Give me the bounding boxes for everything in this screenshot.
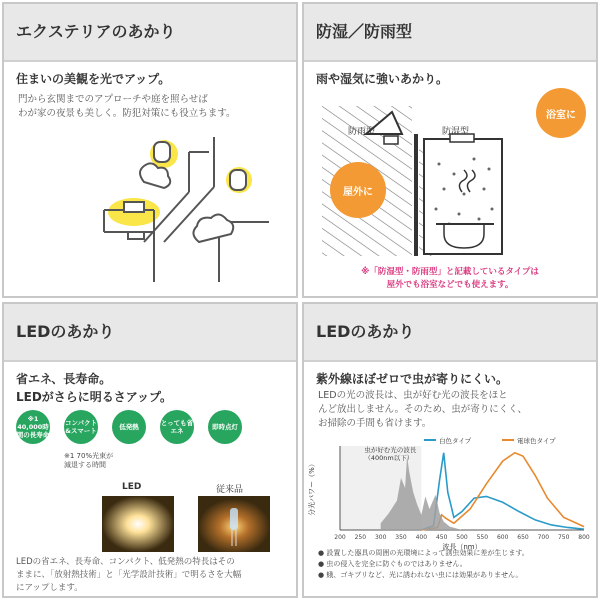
damp-rain-proof-panel [302, 2, 598, 298]
feature-energy-saving: とっても省エネ [160, 410, 194, 444]
x-tick-label: 750 [557, 534, 570, 541]
feature-instant-on: 即時点灯 [208, 410, 242, 444]
disclaimer-item: ● 設置した器具の周囲の光環境によって誘虫効果に差が生じます。 [318, 549, 529, 557]
panel-subtitle: 省エネ、長寿命。 LEDがさらに明るさアップ。 [16, 372, 173, 404]
led-benefits-panel [2, 302, 298, 598]
x-tick-label: 400 [415, 534, 428, 541]
panel-body: 門から玄関までのアプローチや庭を照らせば わが家の夜景も美しく。防犯対策にも役立ちます。 [18, 94, 236, 119]
x-tick-label: 800 [578, 534, 590, 541]
usage-note: ※「防湿型・防雨型」と記載しているタイプは 屋外でも浴室などでも使えます。 [361, 267, 539, 290]
disclaimer-list [318, 548, 529, 581]
feature-long-life: ※1 40,000時間の長寿命 [16, 410, 50, 444]
disclaimer-item: ● 蛾、ゴキブリなど、光に誘われない虫には効果がありません。 [318, 571, 523, 579]
exterior-light-panel [2, 2, 298, 298]
feature-low-heat: 低発熱 [112, 410, 146, 444]
feature-compact: コンパクト&スマート [64, 410, 98, 444]
panel-title: エクステリアのあかり [4, 4, 296, 62]
x-tick-label: 200 [334, 534, 346, 541]
led-label: LED [122, 482, 142, 492]
damp-proof-label: 防湿型 [442, 127, 470, 137]
x-tick-label: 300 [374, 534, 387, 541]
lifetime-footnote: ※1 70%光束が 減退する時間 [64, 452, 114, 469]
conventional-label: 従来品 [216, 485, 244, 495]
panel-title: LEDのあかり [4, 304, 296, 362]
legend-label: 電球色タイプ [517, 437, 556, 445]
led-insect-panel [302, 302, 598, 598]
x-tick-label: 500 [456, 534, 468, 541]
uv-annotation: （400nm以下） [364, 454, 414, 462]
panel-title: LEDのあかり [304, 304, 596, 362]
panel-subtitle: 紫外線ほぼゼロで虫が寄りにくい。 [316, 372, 509, 386]
x-tick-label: 250 [354, 534, 367, 541]
x-tick-label: 650 [517, 534, 529, 541]
x-tick-label: 450 [435, 534, 448, 541]
exterior-illustration [4, 132, 296, 292]
outdoor-badge: 屋外に [330, 162, 386, 218]
panel-subtitle: 雨や湿気に強いあかり。 [316, 72, 449, 86]
panel-body: LEDの光の波長は、虫が好む光の波長をほと んど放出しません。そのため、虫が寄りにくく、 お掃除の手間も省けます。 [318, 390, 528, 429]
panel-subtitle: 住まいの美観を光でアップ。 [16, 72, 171, 86]
y-axis-label: 分光パワー（%） [308, 460, 316, 516]
x-axis-label: 波長（nm） [442, 543, 482, 551]
spectrum-chart [304, 432, 596, 552]
led-description: LEDの省エネ、長寿命、コンパクト、低発熱の特長はその ままに、「放射熱技術」と「光学設計技術」で明るさを大幅 にアップします。 [16, 557, 242, 593]
x-tick-label: 600 [496, 534, 509, 541]
x-tick-label: 350 [395, 534, 407, 541]
x-tick-label: 550 [476, 534, 489, 541]
led-comparison-photos [4, 496, 296, 556]
rain-proof-label: 防雨型 [348, 127, 376, 137]
disclaimer-item: ● 虫の侵入を完全に防ぐものではありません。 [318, 560, 467, 568]
panel-title: 防湿／防雨型 [304, 4, 596, 62]
bathroom-badge: 浴室に [536, 88, 586, 138]
x-tick-label: 700 [537, 534, 550, 541]
uv-annotation: 虫が好む光の波長 [364, 446, 417, 454]
legend-label: 白色タイプ [439, 437, 472, 445]
series-line-1 [421, 453, 584, 530]
